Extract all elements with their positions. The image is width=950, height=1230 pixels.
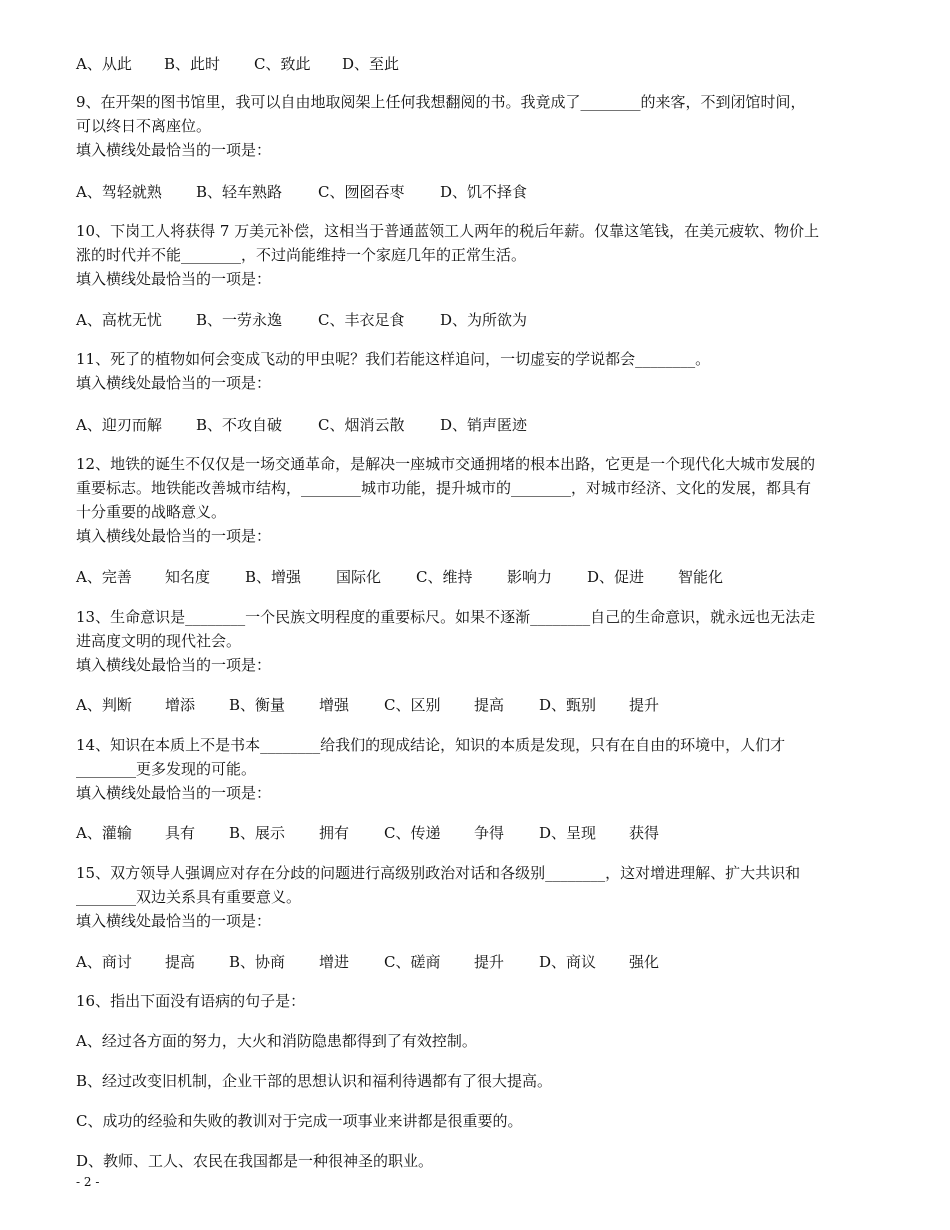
q9-options-row [76, 181, 880, 203]
option: A、从此 [76, 55, 132, 73]
q14-stem-line-2: ________更多发现的可能。 [76, 760, 257, 778]
q10-stem-line-2: 涨的时代并不能________，不过尚能维持一个家庭几年的正常生活。 [76, 246, 527, 264]
option: C、区别 [384, 696, 441, 714]
q15-prompt: 填入横线处最恰当的一项是： [76, 912, 272, 930]
option-second-word: 具有 [165, 824, 196, 842]
option-second-word: 增添 [165, 696, 196, 714]
option: A、驾轻就熟 [76, 183, 162, 201]
option: D、至此 [342, 55, 400, 73]
q11-prompt: 填入横线处最恰当的一项是： [76, 374, 272, 392]
option-second-word: 提高 [474, 696, 505, 714]
q9-stem-line-2: 可以终日不离座位。 [76, 117, 212, 135]
q13-stem-line-2: 进高度文明的现代社会。 [76, 632, 242, 650]
option: B、展示 [229, 824, 286, 842]
q9-prompt: 填入横线处最恰当的一项是： [76, 141, 272, 159]
q16-stem: 16、指出下面没有语病的句子是： [76, 992, 306, 1010]
q11-options-row [76, 414, 880, 436]
option-second-word: 获得 [629, 824, 660, 842]
q14-prompt: 填入横线处最恰当的一项是： [76, 784, 272, 802]
option: A、判断 [76, 696, 132, 714]
q11-stem-line-1: 11、死了的植物如何会变成飞动的甲虫呢？我们若能这样追问，一切虚妄的学说都会________。 [76, 350, 711, 368]
option-second-word: 提升 [474, 953, 505, 971]
option: B、此时 [164, 55, 221, 73]
option-second-word: 拥有 [319, 824, 350, 842]
option: D、销声匿迹 [440, 416, 528, 434]
q16-choice-b: B、经过改变旧机制，企业干部的思想认识和福利待遇都有了很大提高。 [76, 1072, 553, 1090]
q16-choice-d: D、教师、工人、农民在我国都是一种很神圣的职业。 [76, 1152, 434, 1170]
q9-stem-line-1: 9、在开架的图书馆里，我可以自由地取阅架上任何我想翻阅的书。我竟成了________的来客，不到闭馆时间， [76, 93, 806, 111]
q12-stem-line-1: 12、地铁的诞生不仅仅是一场交通革命，是解决一座城市交通拥堵的根本出路，它更是一个现代化大城市发展的 [76, 455, 816, 473]
q15-options-row [76, 951, 880, 973]
q12-options-row [76, 566, 880, 588]
prev-options-row [76, 53, 880, 75]
option: C、维持 [416, 568, 473, 586]
option: C、磋商 [384, 953, 441, 971]
option: A、迎刃而解 [76, 416, 162, 434]
option: C、丰衣足食 [318, 311, 405, 329]
option-second-word: 争得 [474, 824, 505, 842]
q10-prompt: 填入横线处最恰当的一项是： [76, 270, 272, 288]
option-second-word: 知名度 [165, 568, 211, 586]
option-second-word: 智能化 [678, 568, 724, 586]
option-second-word: 增进 [319, 953, 350, 971]
option: D、呈现 [539, 824, 597, 842]
option: A、完善 [76, 568, 132, 586]
q15-stem-line-1: 15、双方领导人强调应对存在分歧的问题进行高级别政治对话和各级别________，这对增进理解、扩大共识和 [76, 864, 801, 882]
q16-choice-a: A、经过各方面的努力，大火和消防隐患都得到了有效控制。 [76, 1032, 477, 1050]
option: B、协商 [229, 953, 286, 971]
option: C、传递 [384, 824, 441, 842]
option: C、囫囵吞枣 [318, 183, 405, 201]
option: D、为所欲为 [440, 311, 528, 329]
q13-stem-line-1: 13、生命意识是________一个民族文明程度的重要标尺。如果不逐渐________自己的生命意识，就永远也无法走 [76, 608, 816, 626]
q13-prompt: 填入横线处最恰当的一项是： [76, 656, 272, 674]
q10-stem-line-1: 10、下岗工人将获得 7 万美元补偿，这相当于普通蓝领工人两年的税后年薪。仅靠这笔钱，在美元疲软、物价上 [76, 222, 820, 240]
option: B、轻车熟路 [196, 183, 283, 201]
option: A、商讨 [76, 953, 132, 971]
option-second-word: 强化 [629, 953, 660, 971]
option: D、甄别 [539, 696, 597, 714]
q15-stem-line-2: ________双边关系具有重要意义。 [76, 888, 302, 906]
q10-options-row [76, 309, 880, 331]
q12-stem-line-3: 十分重要的战略意义。 [76, 503, 227, 521]
option: B、一劳永逸 [196, 311, 283, 329]
option: B、衡量 [229, 696, 286, 714]
option: D、饥不择食 [440, 183, 528, 201]
q14-stem-line-1: 14、知识在本质上不是书本________给我们的现成结论，知识的本质是发现，只有在自由的环境中，人们才 [76, 736, 786, 754]
option: A、高枕无忧 [76, 311, 162, 329]
option: C、致此 [254, 55, 311, 73]
q16-choice-c: C、成功的经验和失败的教训对于完成一项事业来讲都是很重要的。 [76, 1112, 523, 1130]
option: A、灌输 [76, 824, 132, 842]
q12-stem-line-2: 重要标志。地铁能改善城市结构，________城市功能，提升城市的________，对城市经济、文化的发展，都具有 [76, 479, 812, 497]
q13-options-row [76, 694, 880, 716]
option-second-word: 提高 [165, 953, 196, 971]
option-second-word: 国际化 [336, 568, 382, 586]
option: C、烟消云散 [318, 416, 405, 434]
option-second-word: 提升 [629, 696, 660, 714]
q12-prompt: 填入横线处最恰当的一项是： [76, 527, 272, 545]
option-second-word: 影响力 [507, 568, 553, 586]
option-second-word: 增强 [319, 696, 350, 714]
option: B、增强 [245, 568, 302, 586]
q14-options-row [76, 822, 880, 844]
option: D、商议 [539, 953, 597, 971]
page-number: - 2 - [76, 1175, 100, 1189]
option: B、不攻自破 [196, 416, 283, 434]
option: D、促进 [587, 568, 645, 586]
